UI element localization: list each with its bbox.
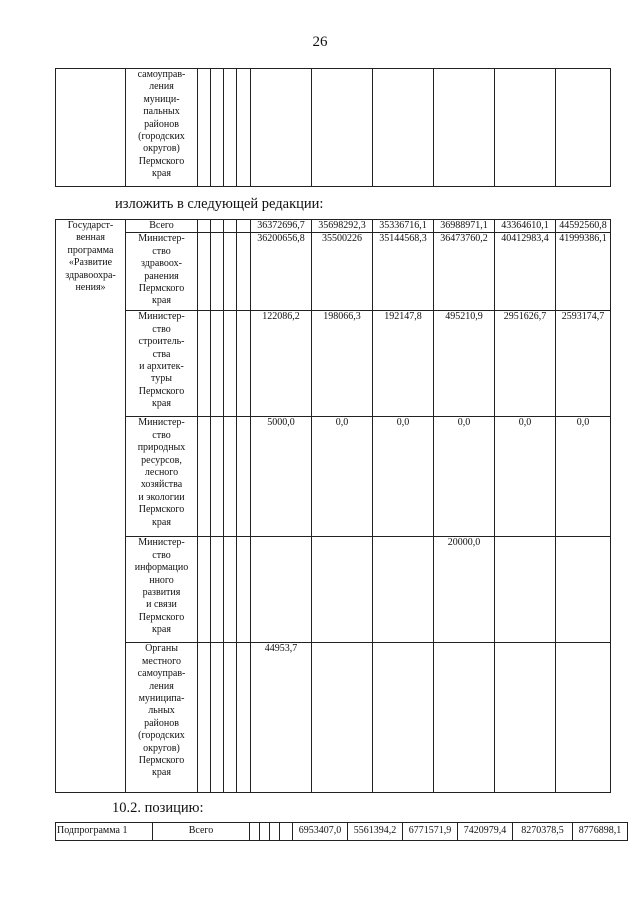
- text-line: и связи: [146, 599, 177, 611]
- empty-code-cell: [211, 311, 224, 417]
- text-line: и архитек-: [139, 361, 184, 373]
- empty-code-cell: [237, 643, 251, 793]
- text-line: края: [152, 624, 171, 636]
- value-cell: [556, 537, 611, 643]
- value-cell: [373, 643, 434, 793]
- text-line: ство: [152, 323, 171, 335]
- text-line: Пермского: [138, 155, 185, 167]
- value-cell: 6953407,0: [293, 823, 348, 841]
- empty-code-cell: [224, 417, 237, 537]
- text-line: районов: [144, 717, 179, 729]
- text-line: ления: [149, 680, 174, 692]
- empty-code-cell: [211, 417, 224, 537]
- value-cell: 36988971,1: [434, 220, 495, 233]
- value-cell: 44953,7: [251, 643, 312, 793]
- table-row: [56, 220, 611, 233]
- instruction-text: изложить в следующей редакции:: [115, 196, 324, 212]
- value-cell: 7420979,4: [458, 823, 513, 841]
- value-cell: [312, 537, 373, 643]
- value-cell: 40412983,4: [495, 233, 556, 311]
- text-line: края: [152, 168, 171, 180]
- text-line: информацио: [134, 562, 189, 574]
- text-line: края: [152, 398, 171, 410]
- page-number: 26: [312, 34, 328, 50]
- main-table: [55, 219, 611, 793]
- org-cell: [126, 643, 198, 793]
- text-line: здравоох-: [140, 258, 183, 270]
- empty-code-cell: [237, 220, 251, 233]
- value-cell: 0,0: [434, 417, 495, 537]
- org-cell: [126, 69, 198, 187]
- text-line: самоуправ-: [137, 668, 186, 680]
- table-row: [56, 417, 611, 537]
- text-line: края: [152, 516, 171, 528]
- text-line: Пермского: [138, 504, 185, 516]
- text-line: края: [152, 767, 171, 779]
- text-line: муници-: [143, 93, 180, 105]
- value-cell: 36200656,8: [251, 233, 312, 311]
- text-line: Министер-: [138, 233, 185, 245]
- value-cell: 44592560,8: [556, 220, 611, 233]
- value-cell: 35698292,3: [312, 220, 373, 233]
- text-line: районов: [144, 118, 179, 130]
- value-cell: [495, 537, 556, 643]
- table-row: [56, 311, 611, 417]
- text-line: округов): [143, 143, 180, 155]
- text-line: нного: [149, 574, 174, 586]
- value-cell: 2951626,7: [495, 311, 556, 417]
- subprogram-table: [55, 822, 628, 841]
- value-cell: 35500226: [312, 233, 373, 311]
- text-line: хозяйства: [140, 479, 183, 491]
- text-line: Органы: [145, 643, 178, 655]
- text-line: Государст-: [67, 220, 114, 231]
- empty-code-cell: [237, 417, 251, 537]
- empty-code-cell: [198, 233, 211, 311]
- text-line: самоупрaв-: [137, 69, 186, 80]
- table-row: [56, 537, 611, 643]
- empty-code-cell: [198, 537, 211, 643]
- value-cell: [251, 537, 312, 643]
- empty-code-cell: [198, 417, 211, 537]
- value-cell: 43364610,1: [495, 220, 556, 233]
- text-line: Министер-: [138, 537, 185, 549]
- text-line: венная: [76, 232, 105, 244]
- value-cell: [495, 643, 556, 793]
- value-cell: [312, 643, 373, 793]
- value-cell: [556, 643, 611, 793]
- text-line: и экологии: [138, 491, 185, 503]
- value-cell: [373, 537, 434, 643]
- text-line: (городских: [138, 131, 185, 143]
- top-table-fragment: [55, 68, 611, 187]
- value-cell: 35144568,3: [373, 233, 434, 311]
- text-line: Всего: [149, 220, 174, 231]
- text-line: здравоохра-: [65, 269, 116, 281]
- empty-code-cell: [237, 233, 251, 311]
- value-cell: 8270378,5: [513, 823, 573, 841]
- empty-code-cell: [237, 311, 251, 417]
- value-cell: 2593174,7: [556, 311, 611, 417]
- text-line: Пермского: [138, 611, 185, 623]
- text-line: ство: [152, 429, 171, 441]
- text-line: (городских: [138, 730, 185, 742]
- value-cell: 35336716,1: [373, 220, 434, 233]
- value-cell: 41999386,1: [556, 233, 611, 311]
- subprogram-name: Подпрограмма 1: [56, 823, 153, 841]
- empty-code-cell: [224, 537, 237, 643]
- text-line: Министер-: [138, 311, 185, 323]
- empty-code-cell: [224, 220, 237, 233]
- empty-code-cell: [211, 233, 224, 311]
- text-line: ресурсов,: [141, 454, 182, 466]
- text-line: ство: [152, 549, 171, 561]
- text-line: Министер-: [138, 417, 185, 429]
- text-line: ления: [149, 81, 174, 93]
- value-cell: 36372696,7: [251, 220, 312, 233]
- text-line: округов): [143, 742, 180, 754]
- value-cell: 0,0: [495, 417, 556, 537]
- section-heading: 10.2. позицию:: [112, 800, 204, 816]
- org-cell: [126, 233, 198, 311]
- value-cell: 6771571,9: [403, 823, 458, 841]
- org-cell: [126, 417, 198, 537]
- subprogram-org: Всего: [153, 823, 250, 841]
- table-row: [56, 643, 611, 793]
- empty-code-cell: [211, 643, 224, 793]
- text-line: ранения: [144, 270, 179, 282]
- text-line: нения»: [75, 282, 106, 294]
- value-cell: [434, 643, 495, 793]
- text-line: строитель-: [138, 336, 185, 348]
- text-line: края: [152, 295, 171, 307]
- value-cell: 5000,0: [251, 417, 312, 537]
- empty-code-cell: [211, 220, 224, 233]
- value-cell: 20000,0: [434, 537, 495, 643]
- text-line: природных: [137, 442, 186, 454]
- text-line: льных: [148, 705, 175, 717]
- empty-code-cell: [198, 311, 211, 417]
- program-cell: [56, 69, 126, 187]
- empty-code-cell: [198, 643, 211, 793]
- empty-code-cell: [224, 233, 237, 311]
- text-line: программа: [67, 244, 114, 256]
- org-cell: [126, 220, 198, 233]
- empty-code-cell: [224, 311, 237, 417]
- value-cell: 198066,3: [312, 311, 373, 417]
- value-cell: 8776898,1: [573, 823, 628, 841]
- org-cell: [126, 537, 198, 643]
- empty-code-cell: [237, 537, 251, 643]
- text-line: лесного: [144, 467, 179, 479]
- org-cell: [126, 311, 198, 417]
- text-line: муниципа-: [138, 693, 185, 705]
- value-cell: 495210,9: [434, 311, 495, 417]
- value-cell: 122086,2: [251, 311, 312, 417]
- table-row: [56, 233, 611, 311]
- text-line: Пермского: [138, 385, 185, 397]
- value-cell: 0,0: [556, 417, 611, 537]
- text-line: туры: [151, 373, 172, 385]
- text-line: развития: [142, 587, 181, 599]
- subprogram-row: [56, 823, 628, 841]
- text-line: местного: [141, 655, 182, 667]
- value-cell: 0,0: [312, 417, 373, 537]
- text-line: Пермского: [138, 283, 185, 295]
- empty-code-cell: [224, 643, 237, 793]
- text-line: пальных: [143, 106, 180, 118]
- value-cell: 192147,8: [373, 311, 434, 417]
- text-line: Пермского: [138, 755, 185, 767]
- empty-code-cell: [198, 220, 211, 233]
- value-cell: 0,0: [373, 417, 434, 537]
- empty-code-cell: [211, 537, 224, 643]
- value-cell: 36473760,2: [434, 233, 495, 311]
- text-line: ство: [152, 245, 171, 257]
- text-line: ства: [152, 348, 171, 360]
- value-cell: 5561394,2: [348, 823, 403, 841]
- program-name-cell: [56, 220, 126, 793]
- text-line: «Развитие: [68, 257, 113, 269]
